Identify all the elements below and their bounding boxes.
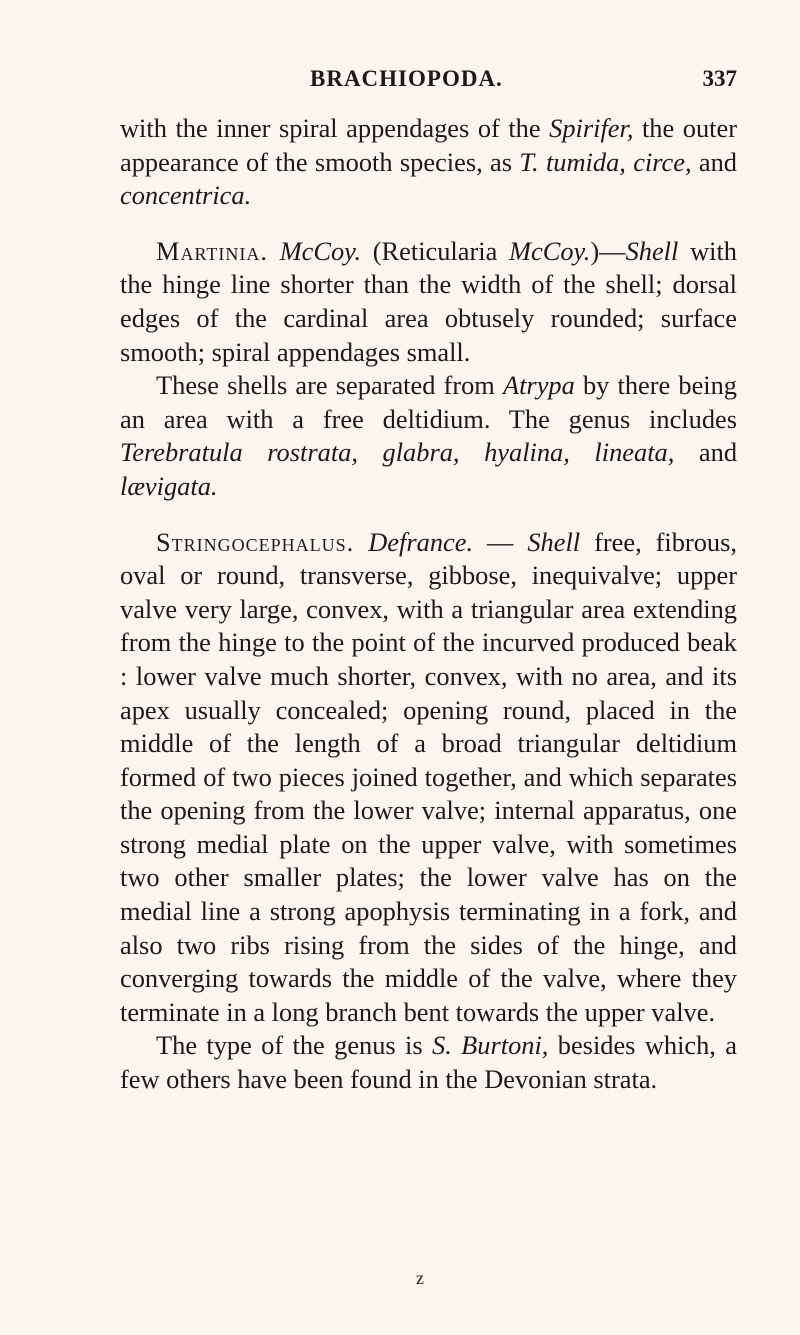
paragraph-spirifer	[120, 112, 737, 213]
text-run: and	[691, 146, 737, 177]
italic-run: Shell	[527, 526, 581, 557]
signature-mark: z	[416, 1268, 424, 1288]
running-title: BRACHIOPODA.	[310, 66, 503, 91]
text-run	[268, 236, 280, 266]
page-number: 337	[702, 66, 737, 91]
italic-run: Defrance.	[368, 526, 474, 557]
text-run	[354, 527, 368, 557]
italic-run: S. Burtoni,	[432, 1030, 549, 1061]
text-run: with the hinge line shorter than the width of the shell; dorsal edges of the cardinal area obtusely rounded; surface smooth; spiral appendages small.	[120, 235, 737, 367]
italic-run: T. tumida, circe,	[519, 146, 692, 177]
genus-heading: Stringocephalus.	[156, 526, 355, 557]
italic-run: Atrypa	[502, 370, 575, 401]
paragraph-burtoni	[120, 1029, 737, 1096]
text-run: and	[674, 437, 738, 468]
paragraph-atrypa	[120, 369, 737, 503]
text-run: (Reticularia	[361, 235, 510, 266]
paragraph-martinia	[120, 235, 737, 369]
text-run: with the inner spiral appendages of the	[120, 113, 550, 143]
text-run: besides which, a few others have been found in the Devonian strata.	[120, 1030, 737, 1095]
italic-run: McCoy.	[279, 235, 362, 266]
italic-run: McCoy.	[509, 235, 591, 266]
italic-run: concentrica.	[120, 180, 252, 211]
body-text	[120, 112, 737, 1097]
text-run: the outer appearance of the smooth species, as	[120, 113, 737, 177]
text-run: —	[473, 526, 528, 557]
genus-heading: Martinia.	[156, 235, 268, 266]
italic-run: Terebratula rostrata, glabra, hyalina, lineata,	[120, 437, 675, 468]
italic-run: Spirifer,	[549, 113, 634, 143]
paragraph-stringocephalus	[120, 526, 737, 1030]
italic-run: Shell	[625, 235, 679, 266]
text-run: free, fibrous, oval or round, transverse, gibbose, inequivalve; upper valve very large, convex, with a triangular area extending from the hinge to the point of the incurved produced beak : lower valve much shorter, convex, with no area, and its apex usually concealed; opening round, placed in the middle of the length of a broad triangular deltidium formed of two pieces joined together, and which separates the opening from the lower valve; internal apparatus, one strong medial plate on the upper valve, with sometimes two other smaller plates; the lower valve has on the medial line a strong apophysis terminating in a fork, and also two ribs rising from the sides of the hinge, and converging towards the middle of the valve, where they terminate in a long branch bent towards the upper valve.	[120, 526, 737, 1027]
text-run: The type of the genus is	[156, 1030, 433, 1061]
text-run: by there being an area with a free deltidium. The genus includes	[120, 370, 737, 434]
text-run: These shells are separated from	[156, 370, 503, 401]
italic-run: lævigata.	[120, 470, 218, 501]
text-run: )—	[590, 235, 626, 266]
